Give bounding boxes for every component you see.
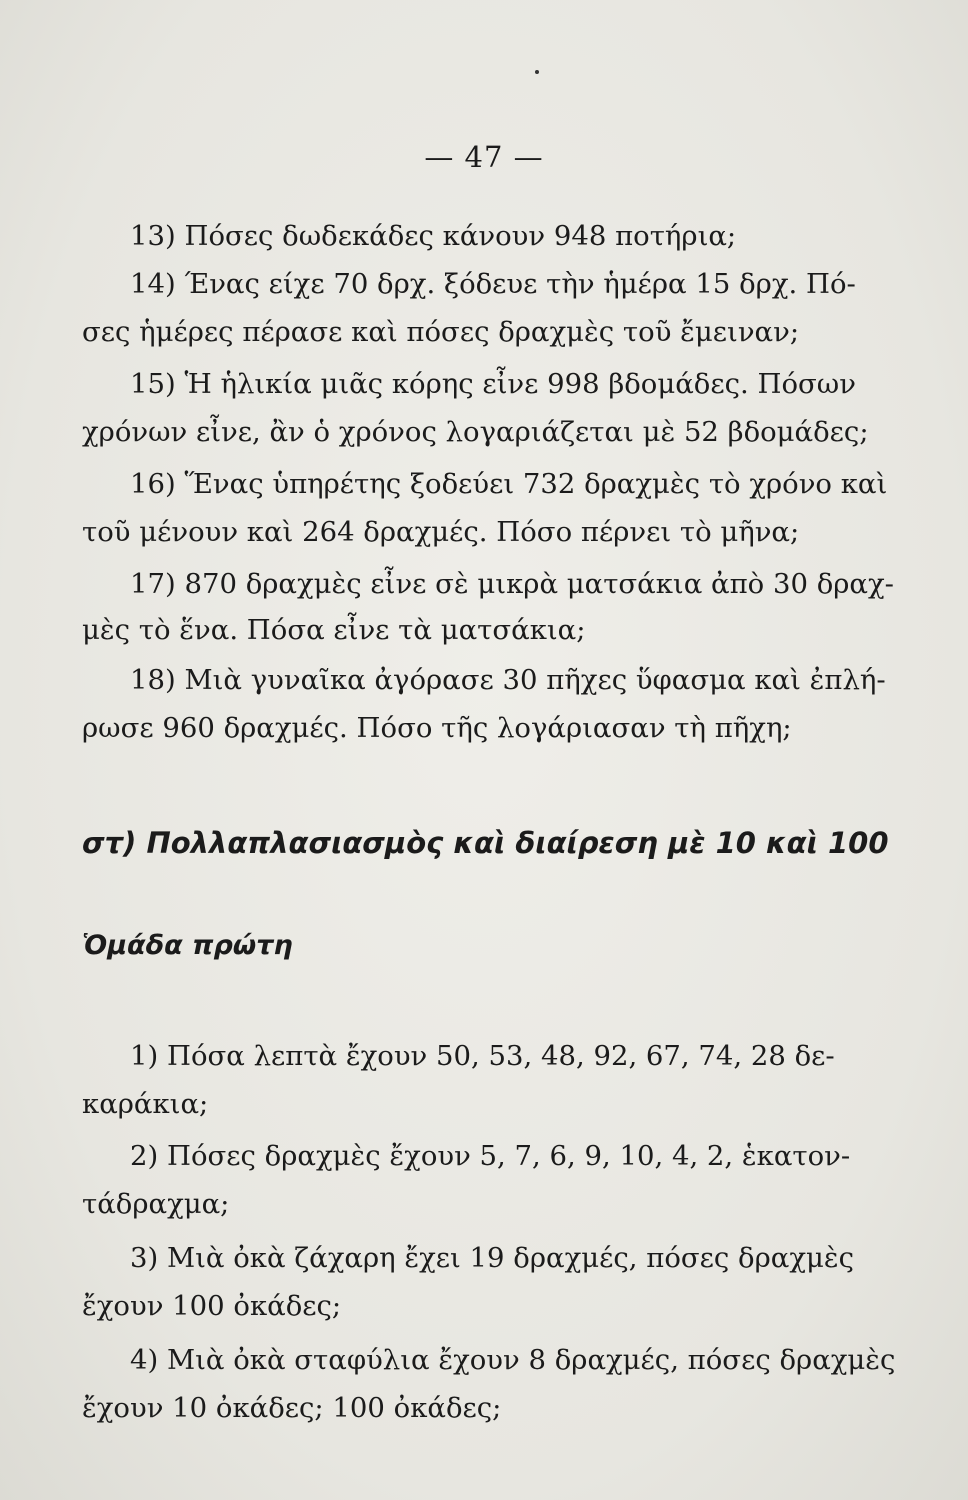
exercise-18: 18) Μιὰ γυναῖκα ἀγόρασε 30 πῆχες ὕφασμα καὶ ἐπλή- — [130, 664, 886, 696]
exercise-1: 1) Πόσα λεπτὰ ἔχουν 50, 53, 48, 92, 67, 74, 28 δε- — [130, 1040, 835, 1072]
exercise-4: 4) Μιὰ ὀκὰ σταφύλια ἔχουν 8 δραχμές, πόσες δραχμὲς — [130, 1344, 896, 1376]
exercise-18-cont: ρωσε 960 δραχμές. Πόσο τῆς λογάριασαν τὴ πῆχη; — [82, 712, 792, 744]
exercise-15: 15) Ἡ ἡλικία μιᾶς κόρης εἶνε 998 βδομάδες. Πόσων — [130, 368, 856, 400]
exercise-2-cont: τάδραχμα; — [82, 1188, 230, 1220]
exercise-17: 17) 870 δραχμὲς εἶνε σὲ μικρὰ ματσάκια ἀπὸ 30 δραχ- — [130, 568, 894, 600]
exercise-14: 14) Ένας είχε 70 δρχ. ξόδευε τὴν ἡμέρα 15 δρχ. Πό- — [130, 268, 856, 300]
exercise-3: 3) Μιὰ ὀκὰ ζάχαρη ἔχει 19 δραχμές, πόσες δραχμὲς — [130, 1242, 855, 1274]
exercise-2: 2) Πόσες δραχμὲς ἔχουν 5, 7, 6, 9, 10, 4, 2, ἑκατον- — [130, 1140, 851, 1172]
exercise-1-cont: καράκια; — [82, 1088, 209, 1120]
section-heading: στ) Πολλαπλασιασμὸς καὶ διαίρεση μὲ 10 καὶ 100 — [82, 826, 889, 860]
exercise-16-cont: τοῦ μένουν καὶ 264 δραχμές. Πόσο πέρνει τὸ μῆνα; — [82, 516, 800, 548]
exercise-3-cont: ἔχουν 100 ὀκάδες; — [82, 1290, 342, 1322]
exercise-14-cont: σες ἡμέρες πέρασε καὶ πόσες δραχμὲς τοῦ ἔμειναν; — [82, 316, 800, 348]
exercise-13: 13) Πόσες δωδεκάδες κάνουν 948 ποτήρια; — [130, 220, 737, 252]
group-heading: Ὁμάδα πρώτη — [82, 930, 293, 961]
exercise-4-cont: ἔχουν 10 ὀκάδες; 100 ὀκάδες; — [82, 1392, 502, 1424]
page-number: — 47 — — [424, 140, 544, 174]
print-speck — [535, 70, 539, 74]
exercise-16: 16) Ἕνας ὑπηρέτης ξοδεύει 732 δραχμὲς τὸ χρόνο καὶ — [130, 468, 888, 500]
exercise-17-cont: μὲς τὸ ἕνα. Πόσα εἶνε τὰ ματσάκια; — [82, 614, 586, 646]
exercise-15-cont: χρόνων εἶνε, ἂν ὁ χρόνος λογαριάζεται μὲ 52 βδομάδες; — [82, 416, 869, 448]
